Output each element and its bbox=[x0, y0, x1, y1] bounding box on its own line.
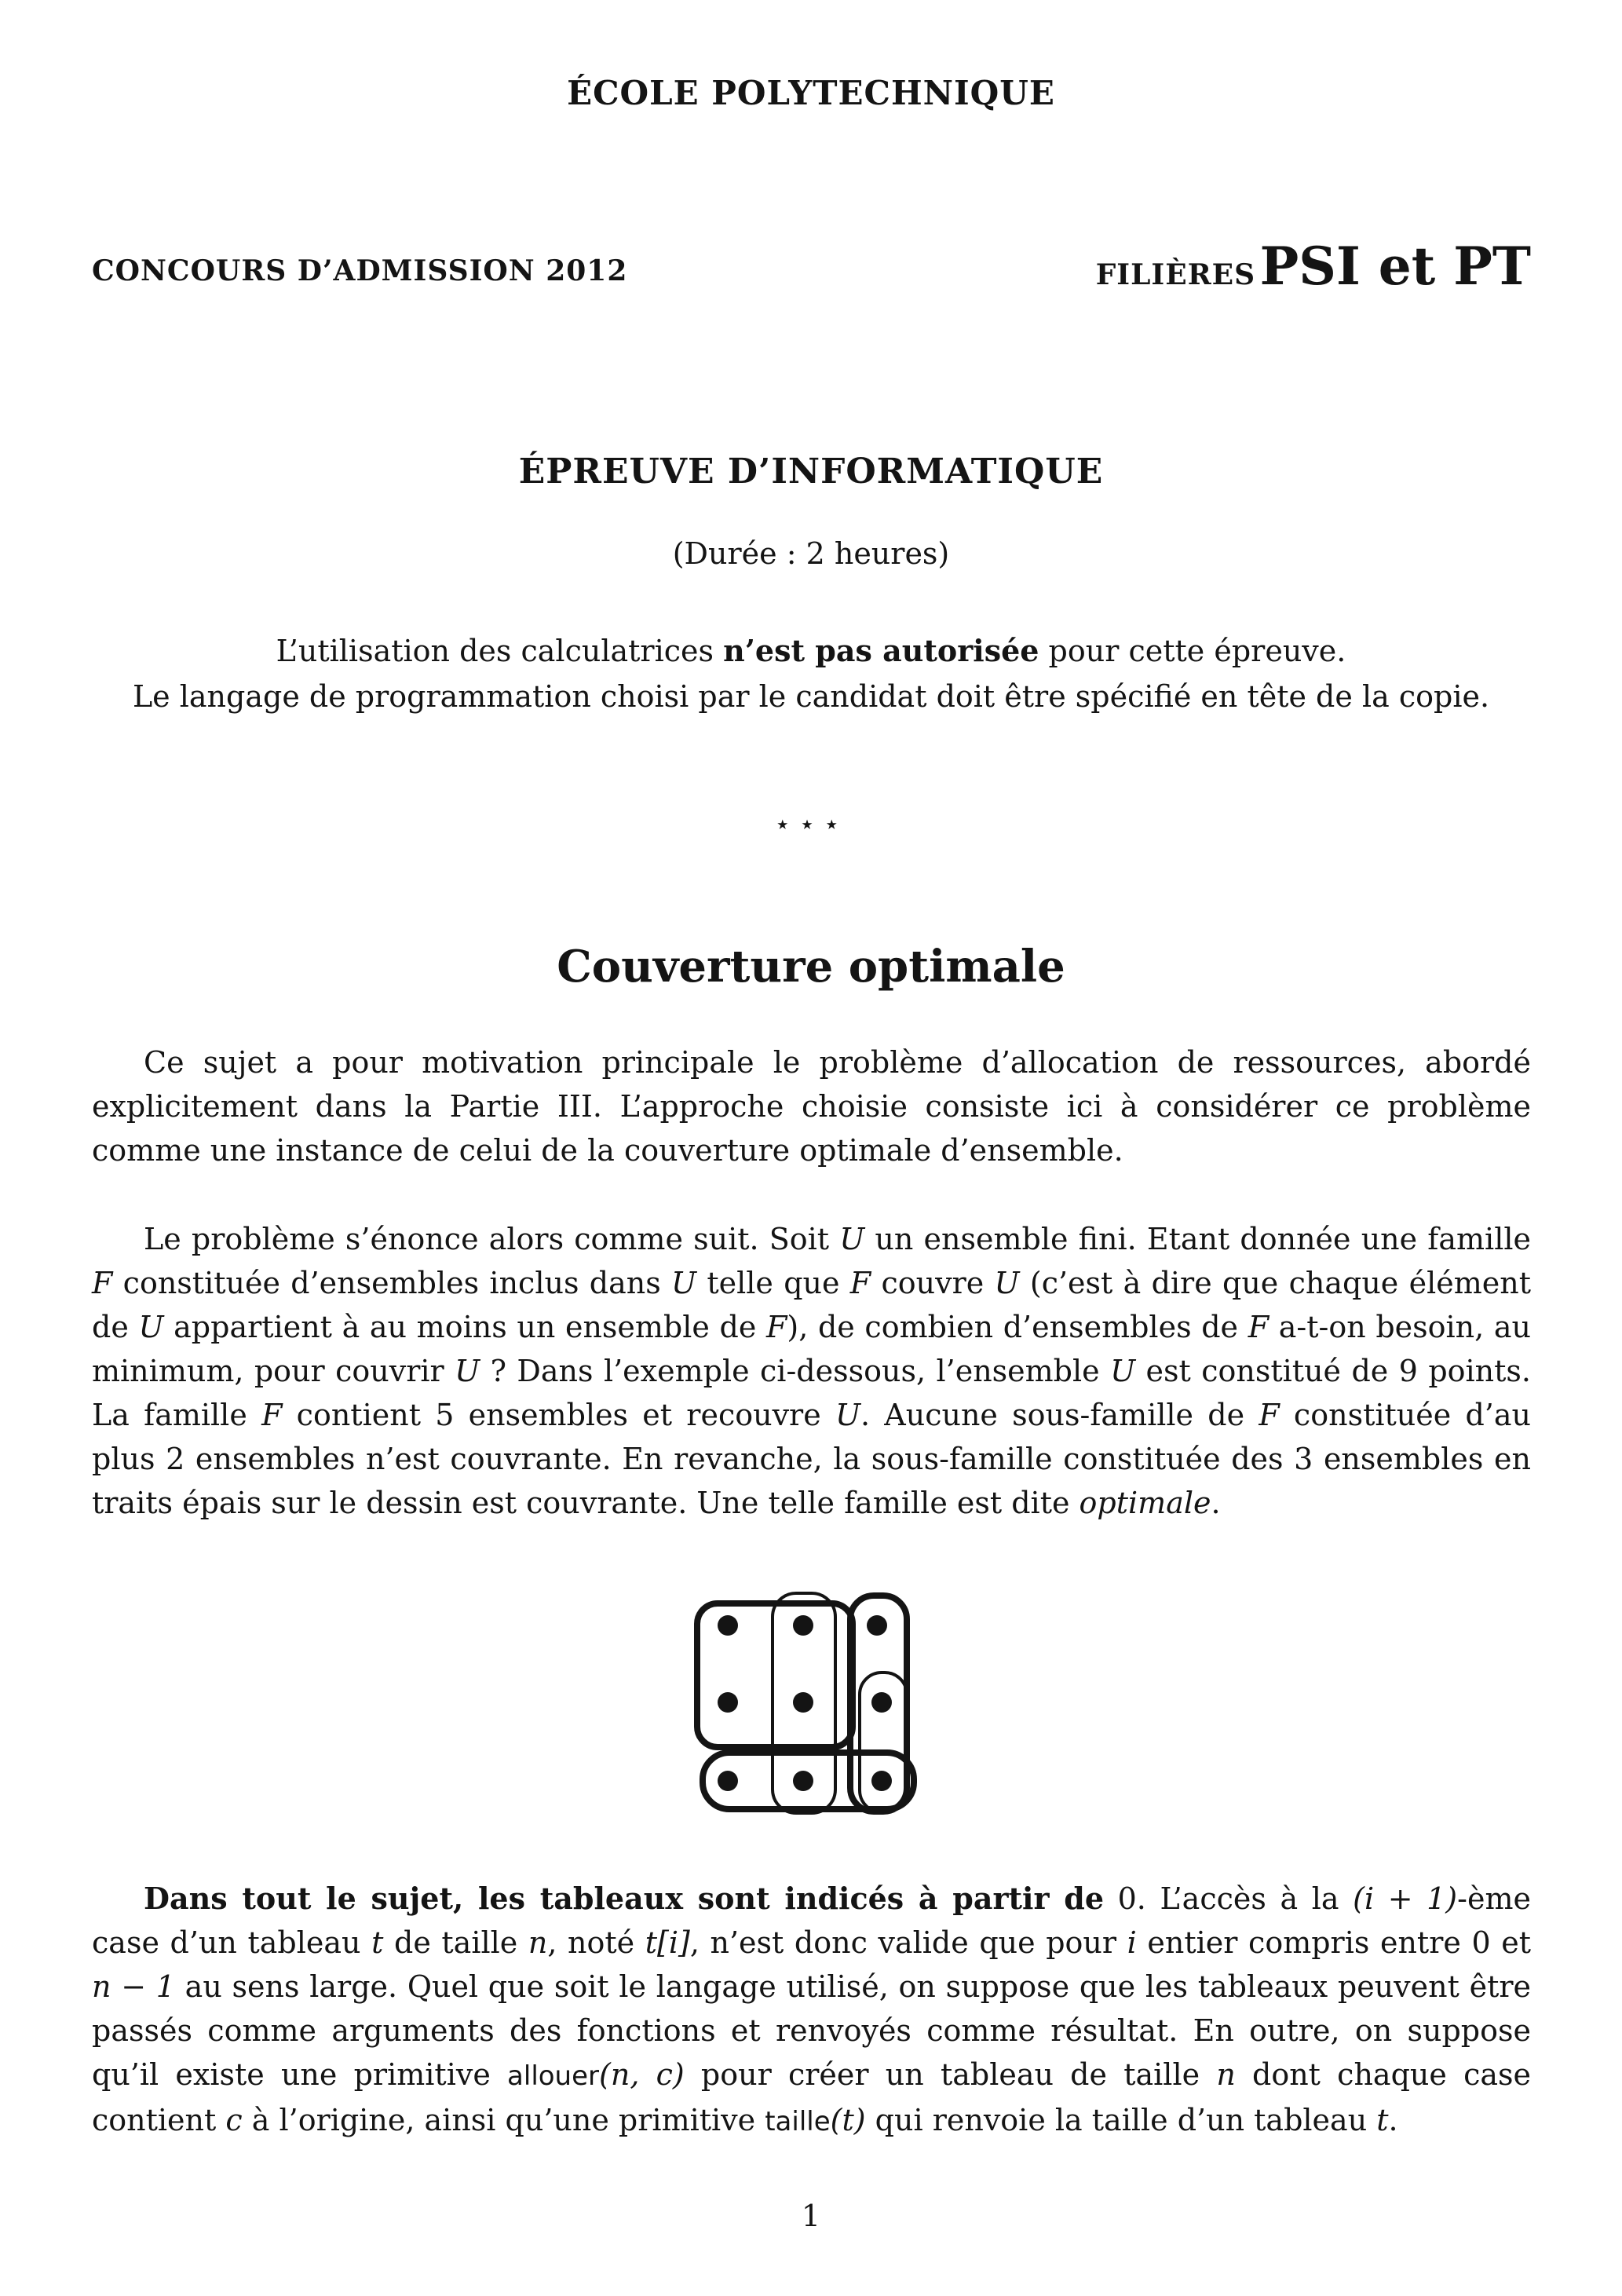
rule-language: Le langage de programmation choisi par le candidat doit être spécifié en tête de la copie. bbox=[132, 679, 1490, 714]
point-2 bbox=[793, 1615, 813, 1636]
point-1 bbox=[718, 1615, 738, 1636]
school-name: ÉCOLE POLYTECHNIQUE bbox=[567, 74, 1055, 112]
filieres-value: PSI et PT bbox=[1259, 236, 1531, 297]
point-5 bbox=[793, 1692, 813, 1713]
paragraph-problem: Le problème s’énonce alors comme suit. Soit U un ensemble fini. Etant donnée une famille F constituée d’ensembles inclus dans U telle que F couvre U (c’est à dire que chaque élément de U appartient à au moins un ensemble de F), de combien d’ensembles de F a-t-on besoin, au minimum, pour couvrir U ? Dans l’exemple ci-dessous, l’ensemble U est constitué de 9 points. La famille F contient 5 ensembles et recouvre U. Aucune sous-famille de F constituée d’au plus 2 ensembles n’est couvrante. En revanche, la sous-famille constituée des 3 ensembles en traits épais sur le dessin est couvrante. Une telle famille est dite optimale. bbox=[92, 1222, 1531, 1520]
exam-duration: (Durée : 2 heures) bbox=[672, 536, 950, 571]
paragraph-motivation: Ce sujet a pour motivation principale le problème d’allocation de ressources, abordé explicitement dans la Partie III. L’approche choisie consiste ici à considérer ce problème comme une instance de celui de la couverture optimale d’ensemble. bbox=[92, 1045, 1531, 1168]
point-6 bbox=[871, 1692, 892, 1713]
point-7 bbox=[718, 1771, 738, 1791]
paragraph-conventions: Dans tout le sujet, les tableaux sont indicés à partir de 0. L’accès à la (i + 1)-ème case d’un tableau t de taille n, noté t[i], n’est donc valide que pour i entier compris entre 0 et n − 1 au sens large. Quel que soit le langage utilisé, on suppose que les tableaux peuvent être passés comme arguments des fonctions et renvoyés comme résultat. En outre, on suppose qu’il existe une primitive allouer(n, c) pour créer un tableau de taille n dont chaque case contient c à l’origine, ainsi qu’une primitive taille(t) qui renvoie la taille d’un tableau t. bbox=[92, 1881, 1532, 2137]
rule1-text: L’utilisation des calculatrices bbox=[276, 634, 724, 668]
exam-title: ÉPREUVE D’INFORMATIQUE bbox=[518, 452, 1104, 492]
point-9 bbox=[871, 1771, 892, 1791]
filieres-label: FILIÈRES bbox=[1095, 258, 1256, 291]
concours-label: CONCOURS D’ADMISSION 2012 bbox=[92, 254, 628, 287]
page-number: 1 bbox=[801, 2199, 821, 2233]
point-8 bbox=[793, 1771, 813, 1791]
point-4 bbox=[718, 1692, 738, 1713]
point-3 bbox=[867, 1615, 887, 1636]
rule1-bold: n’est pas autorisée bbox=[723, 633, 1039, 668]
section-title: Couverture optimale bbox=[557, 941, 1065, 993]
separator-stars: ⋆⋆⋆ bbox=[774, 809, 848, 840]
rule1-text-end: pour cette épreuve. bbox=[1039, 634, 1346, 668]
